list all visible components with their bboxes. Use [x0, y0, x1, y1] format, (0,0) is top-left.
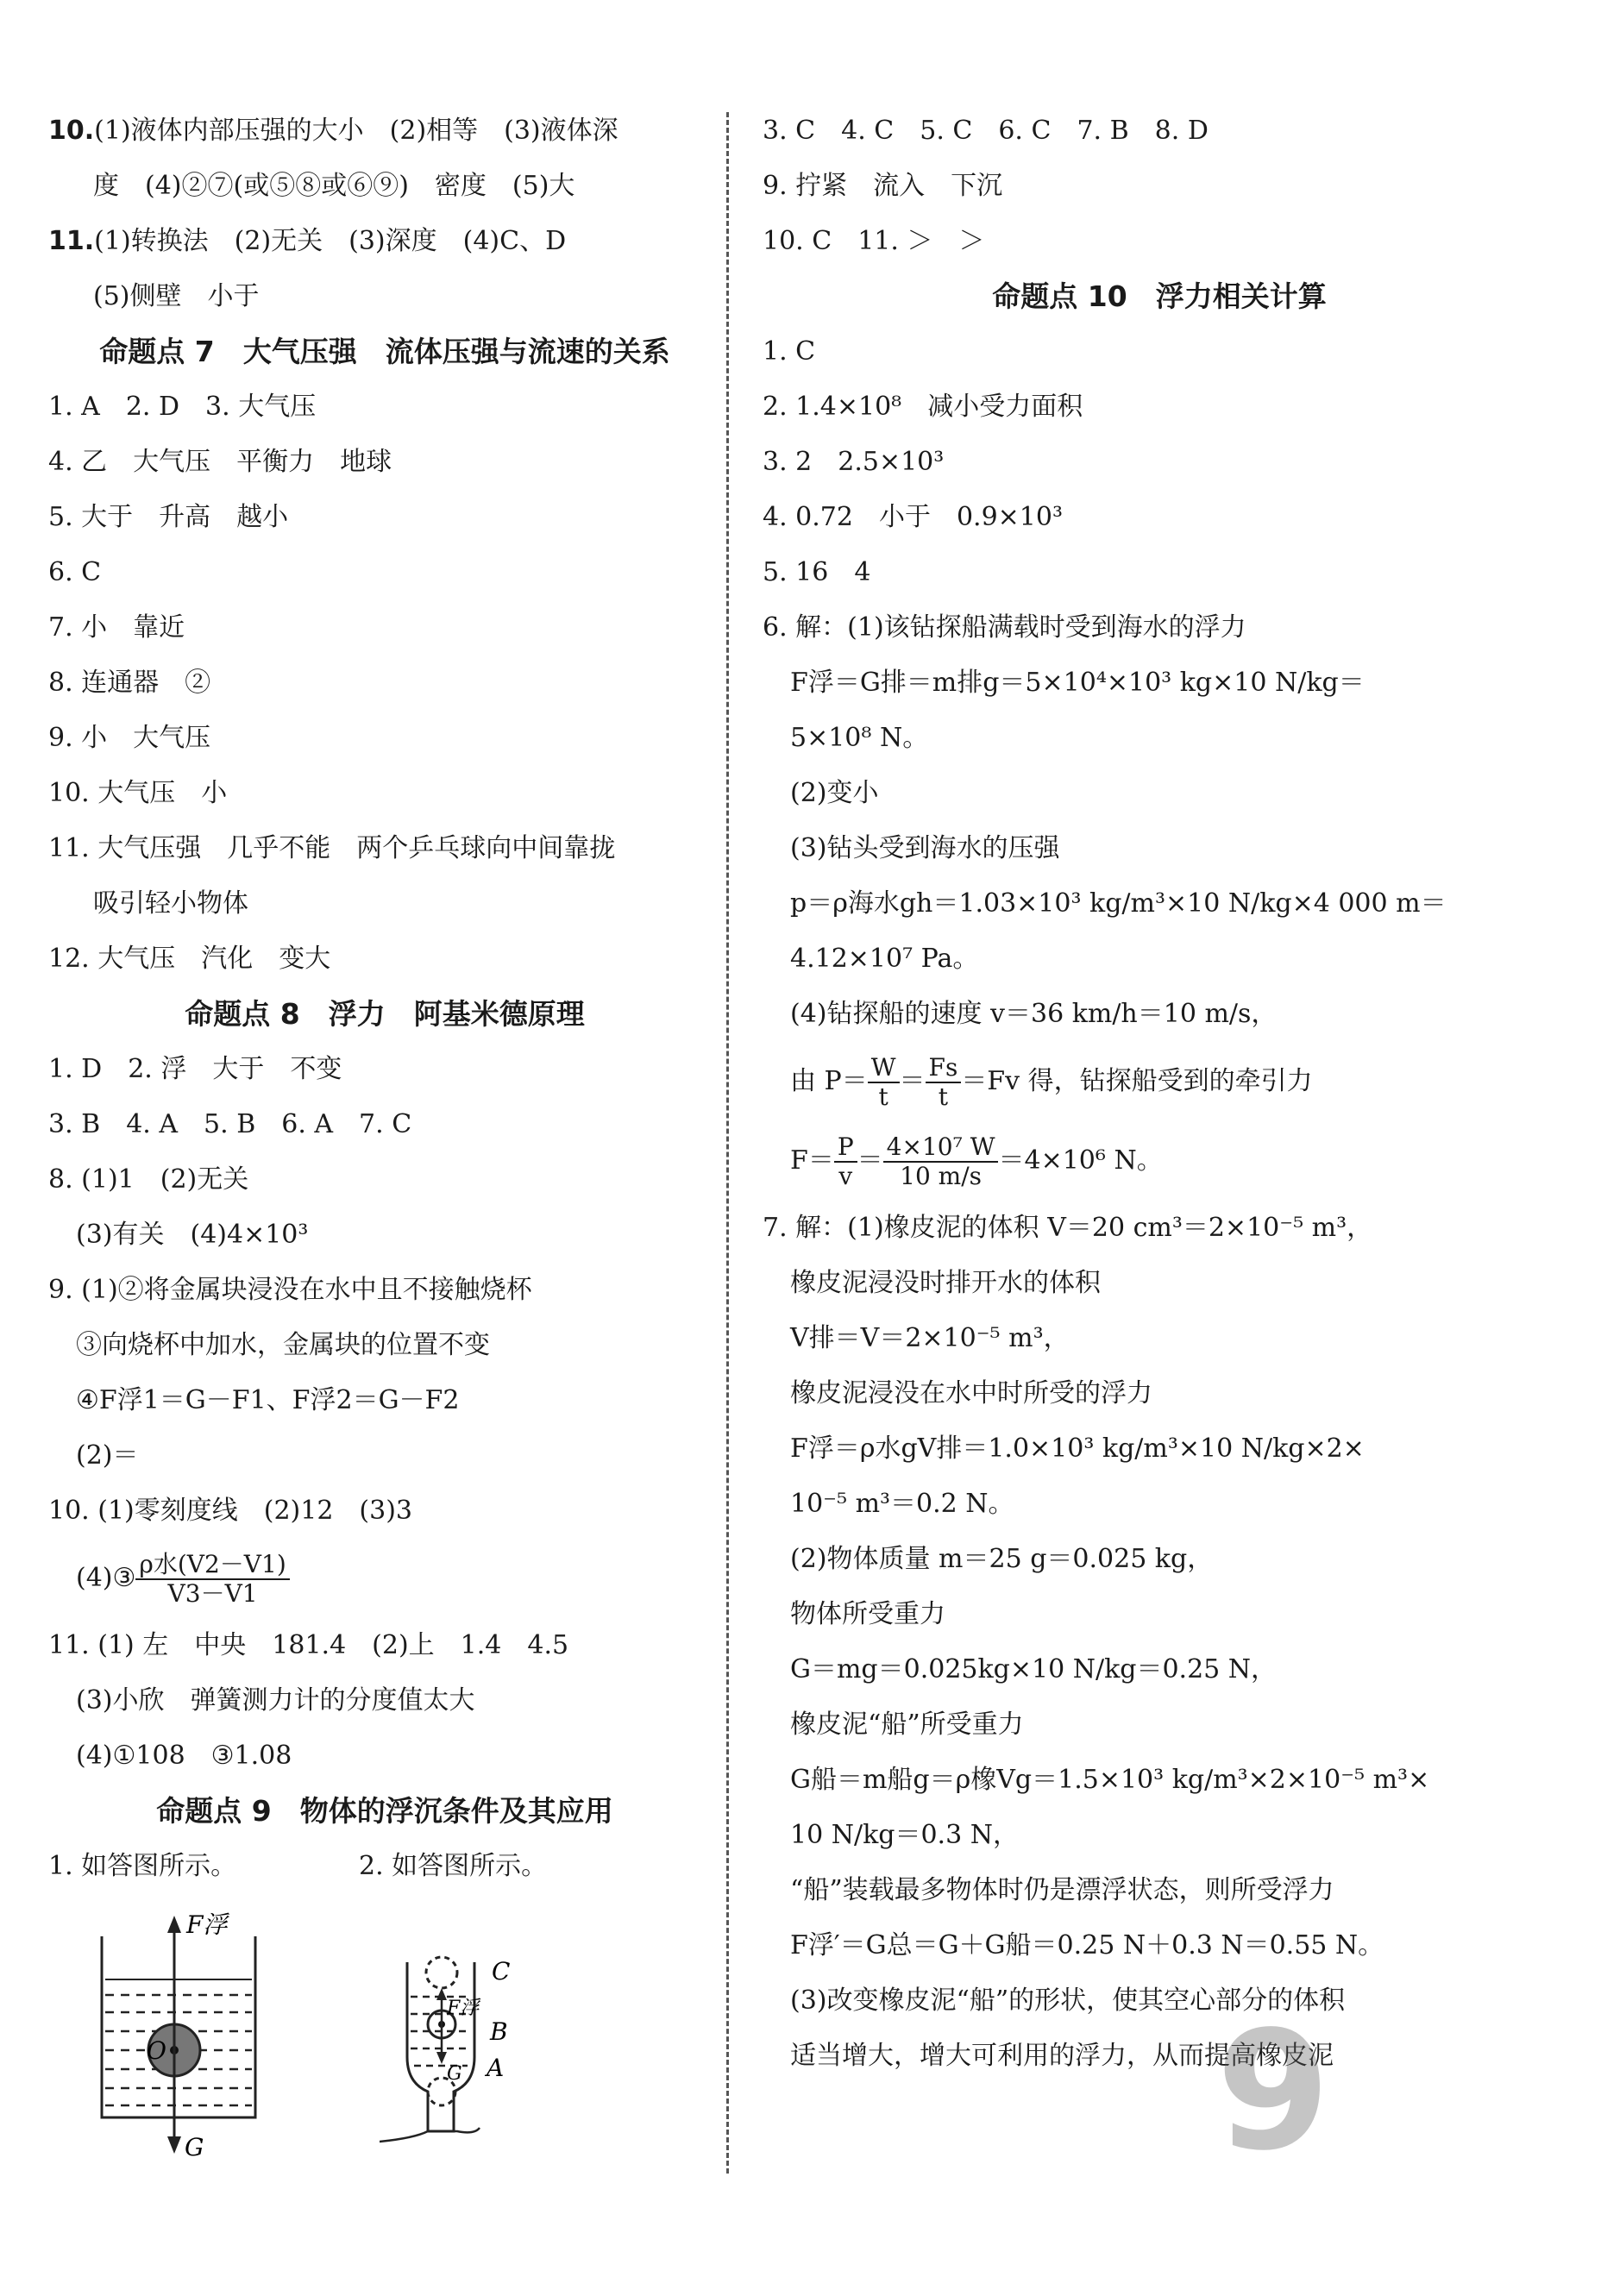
page-number-watermark: 9	[1215, 1996, 1331, 2186]
section-heading-9: 命题点 9 物体的浮沉条件及其应用	[156, 1794, 613, 1828]
answer-line: 7. 小 靠近	[48, 612, 185, 643]
question-number: 10.	[48, 116, 95, 146]
answer-line: 橡皮泥浸没在水中时所受的浮力	[790, 1378, 1152, 1408]
answer-line: 8. 连通器 ②	[48, 668, 211, 698]
answer-line: 橡皮泥“船”所受重力	[790, 1709, 1024, 1740]
answer-line: 5. 大于 升高 越小	[48, 502, 289, 532]
fraction: $\frac{\text{ρ水(V2－V1)}}{V3-V1}$	[135, 1551, 289, 1608]
position-b-label: B	[490, 2017, 508, 2046]
figure-beaker-ball	[86, 1910, 276, 2161]
answer-line: 4. 乙 大气压 平衡力 地球	[48, 447, 392, 477]
left-column	[48, 104, 721, 1894]
answer-line: (4)③ $\frac{\text{ρ水(V2－V1)}}{V3-V1}$	[48, 1539, 721, 1618]
answer-line: 9. 小 大气压	[48, 723, 211, 753]
fraction: $\frac{\text{4×10⁷ W}}{10 m/s}$	[883, 1133, 999, 1190]
section-heading-7: 命题点 7 大气压强 流体压强与流速的关系	[99, 335, 670, 368]
center-label: O	[147, 2036, 166, 2065]
answer-line: F浮＝G排＝m排g＝5×10⁴×10³ kg×10 N/kg＝	[790, 668, 1365, 698]
answer-line: (5)侧壁 小于	[93, 281, 260, 311]
answer-line: V排＝V＝2×10⁻⁵ m³，	[790, 1323, 1070, 1353]
answer-line: 6. C	[48, 557, 102, 587]
answer-line: (3)钻头受到海水的压强	[790, 833, 1060, 863]
fraction: $\frac{P}{v}$	[834, 1133, 857, 1190]
answer-line: 由 P＝ $\frac{W}{t}$ ＝ $\frac{Fs}{t}$ ＝Fv 得，钻探船受到的牵引力	[790, 1052, 1313, 1111]
answer-line: G船＝m船g＝ρ橡Vg＝1.5×10³ kg/m³×2×10⁻⁵ m³×	[790, 1765, 1430, 1795]
answer-line: 吸引轻小物体	[93, 888, 248, 919]
answer-line: 4.12×10⁷ Pa。	[790, 944, 979, 974]
answer-line: 2. 1.4×10⁸ 减小受力面积	[763, 392, 1083, 422]
position-a-label: A	[487, 2054, 505, 2082]
right-column	[763, 104, 1556, 2084]
answer-line: 橡皮泥浸没时排开水的体积	[790, 1268, 1101, 1298]
figure-bottle-ball	[380, 1928, 552, 2152]
answer-line: 11. (1) 左 中央 181.4 (2)上 1.4 4.5	[48, 1630, 569, 1660]
question-number: 11.	[48, 226, 95, 256]
answer-line: 3. C 4. C 5. C 6. C 7. B 8. D	[763, 116, 1209, 146]
answer-line: 物体所受重力	[790, 1599, 945, 1629]
answer-line: ③向烧杯中加水，金属块的位置不变	[76, 1330, 490, 1360]
answer-line: 9. 拧紧 流入 下沉	[763, 171, 1003, 201]
answer-line: (2)物体质量 m＝25 g＝0.025 kg，	[790, 1544, 1214, 1574]
fraction: $\frac{Fs}{t}$	[926, 1054, 962, 1111]
answer-line: 7. 解：(1)橡皮泥的体积 V＝20 cm³＝2×10⁻⁵ m³，	[763, 1213, 1373, 1243]
gravity-label: G	[185, 2133, 204, 2161]
answer-line: 10. C 11. ＞ ＞	[763, 226, 985, 256]
answer-line: (4)①108 ③1.08	[76, 1741, 292, 1771]
answer-line: 10 N/kg＝0.3 N，	[790, 1820, 1019, 1850]
answer-line: 10. 大气压 小	[48, 778, 228, 808]
answer-line: F浮′＝G总＝G＋G船＝0.25 N＋0.3 N＝0.55 N。	[790, 1930, 1384, 1960]
answer-line: 4. 0.72 小于 0.9×10³	[763, 502, 1064, 532]
answer-line: 3. B 4. A 5. B 6. A 7. C	[48, 1109, 412, 1139]
answer-line: 10. (1)零刻度线 (2)12 (3)3	[48, 1496, 412, 1526]
answer-line: 3. 2 2.5×10³	[763, 447, 945, 477]
fraction: $\frac{W}{t}$	[868, 1054, 900, 1111]
answer-line: 9. (1)②将金属块浸没在水中且不接触烧杯	[48, 1275, 532, 1305]
answer-line: (3)小欣 弹簧测力计的分度值太大	[76, 1685, 475, 1716]
answer-line: “船”装载最多物体时仍是漂浮状态，则所受浮力	[790, 1875, 1334, 1905]
answer-line: (2)＝	[76, 1440, 139, 1471]
answer-line: F＝ $\frac{P}{v}$ ＝ $\frac{\text{4×10⁷ W}}{10 m/s}$ ＝4×10⁶ N。	[790, 1132, 1163, 1190]
answer-line: F浮＝ρ水gV排＝1.0×10³ kg/m³×10 N/kg×2×	[790, 1433, 1365, 1464]
answer-line: (2)变小	[790, 778, 879, 808]
answer-line: (3)有关 (4)4×10³	[76, 1220, 309, 1250]
answer-line: (3)改变橡皮泥“船”的形状，使其空心部分的体积	[790, 1985, 1346, 2016]
answer-line: 1. D 2. 浮 大于 不变	[48, 1054, 342, 1084]
section-heading-10: 命题点 10 浮力相关计算	[992, 279, 1327, 313]
answer-line: 10⁻⁵ m³＝0.2 N。	[790, 1489, 1014, 1519]
answer-line: 10.(1)液体内部压强的大小 (2)相等 (3)液体深	[48, 116, 618, 146]
answer-line: 5. 16 4	[763, 557, 871, 587]
answer-line: 8. (1)1 (2)无关	[48, 1164, 249, 1195]
force-label: F浮	[186, 1910, 228, 1939]
answer-line: 度 (4)②⑦(或⑤⑧或⑥⑨) 密度 (5)大	[93, 171, 575, 201]
answer-line: G＝mg＝0.025kg×10 N/kg＝0.25 N，	[790, 1654, 1278, 1684]
answer-line: 1. A 2. D 3. 大气压	[48, 392, 317, 422]
gravity-label-2: G	[447, 2063, 462, 2085]
answer-line: 6. 解：(1)该钻探船满载时受到海水的浮力	[763, 612, 1246, 643]
answer-line: 1. C	[763, 336, 816, 367]
answer-line: 1. 如答图所示。 2. 如答图所示。	[48, 1851, 548, 1881]
answer-line: 12. 大气压 汽化 变大	[48, 944, 331, 974]
answer-line: 适当增大，增大可利用的浮力，从而提高橡皮泥	[790, 2041, 1334, 2071]
answer-line: ④F浮1＝G－F1、F浮2＝G－F2	[76, 1385, 460, 1415]
answer-line: p＝ρ海水gh＝1.03×10³ kg/m³×10 N/kg×4 000 m＝	[790, 888, 1447, 919]
force-label-2: F浮	[447, 1998, 480, 2019]
answer-line: 5×10⁸ N。	[790, 723, 929, 753]
answer-line: 11.(1)转换法 (2)无关 (3)深度 (4)C、D	[48, 226, 567, 256]
position-c-label: C	[492, 1957, 511, 1985]
section-heading-8: 命题点 8 浮力 阿基米德原理	[185, 997, 585, 1031]
column-divider	[726, 112, 729, 2174]
answer-line: 11. 大气压强 几乎不能 两个乒乓球向中间靠拢	[48, 833, 616, 863]
answer-line: (4)钻探船的速度 v＝36 km/h＝10 m/s，	[790, 999, 1278, 1029]
